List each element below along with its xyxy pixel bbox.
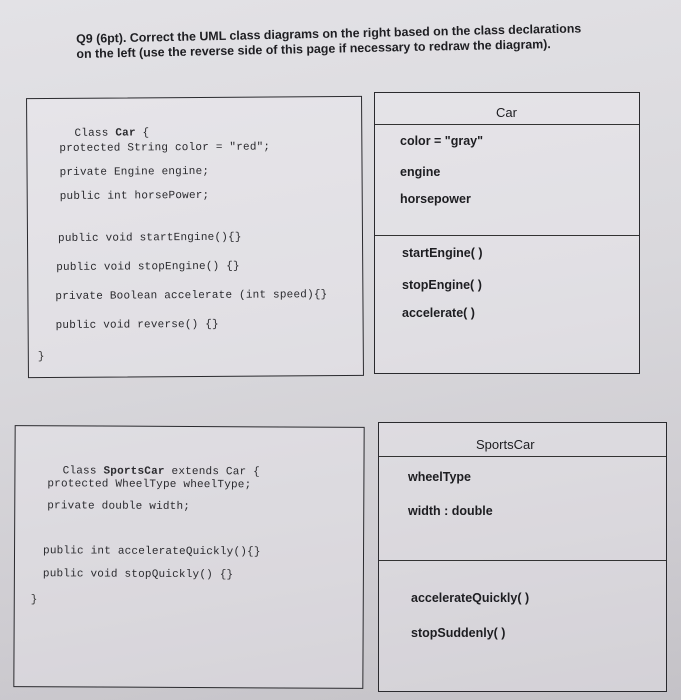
car-uml-divider-top [375, 124, 639, 125]
sportscar-uml-attr-width: width : double [408, 504, 493, 518]
sportscar-method-acceleratequickly: public int accelerateQuickly(){} [42, 545, 261, 559]
car-field-engine: private Engine engine; [59, 165, 210, 179]
sportscar-uml-title: SportsCar [476, 437, 535, 452]
class-name: Car [115, 127, 136, 140]
car-uml-op-accelerate: accelerate( ) [402, 306, 475, 320]
sportscar-field-width: private double width; [47, 500, 191, 514]
car-uml-panel [374, 92, 640, 374]
sportscar-uml-divider-bottom [379, 560, 666, 561]
car-uml-attr-horsepower: horsepower [400, 192, 471, 206]
car-close-brace: } [37, 351, 45, 364]
car-field-horsepower: public int horsePower; [59, 189, 210, 203]
sportscar-close-brace: } [30, 594, 38, 607]
sportscar-uml-panel [378, 422, 667, 692]
sportscar-uml-op-stopsuddenly: stopSuddenly( ) [411, 626, 506, 640]
sportscar-uml-op-acceleratequickly: accelerateQuickly( ) [411, 591, 530, 605]
car-method-stopengine: public void stopEngine() {} [56, 260, 240, 274]
car-method-startengine: public void startEngine(){} [57, 231, 242, 245]
open-brace: { [142, 127, 150, 140]
car-field-color: protected String color = "red"; [59, 141, 271, 155]
sportscar-method-stopquickly: public void stopQuickly() {} [42, 568, 234, 582]
class-name: SportsCar [103, 465, 165, 478]
class-keyword: Class [74, 127, 109, 140]
car-uml-title: Car [496, 105, 517, 120]
sportscar-code-panel [13, 425, 364, 689]
car-method-reverse: public void reverse() {} [55, 318, 219, 332]
car-code-panel [26, 96, 364, 378]
car-uml-op-startengine: startEngine( ) [402, 246, 483, 260]
car-uml-divider-bottom [375, 235, 639, 236]
car-uml-attr-color: color = "gray" [400, 134, 484, 148]
extends-clause: extends Car { [171, 465, 260, 479]
car-method-accelerate: private Boolean accelerate (int speed){} [55, 289, 328, 303]
car-uml-attr-engine: engine [400, 165, 441, 179]
class-keyword: Class [62, 465, 97, 478]
car-uml-op-stopengine: stopEngine( ) [402, 278, 482, 292]
sportscar-uml-attr-wheeltype: wheelType [408, 470, 471, 484]
question-text: Q9 (6pt). Correct the UML class diagrams on the right based on the class declarations on the left (use the reverse side of this page if necessary to redraw the diagram). [76, 21, 582, 61]
sportscar-field-wheeltype: protected WheelType wheelType; [47, 478, 252, 492]
sportscar-uml-divider-top [379, 456, 666, 457]
